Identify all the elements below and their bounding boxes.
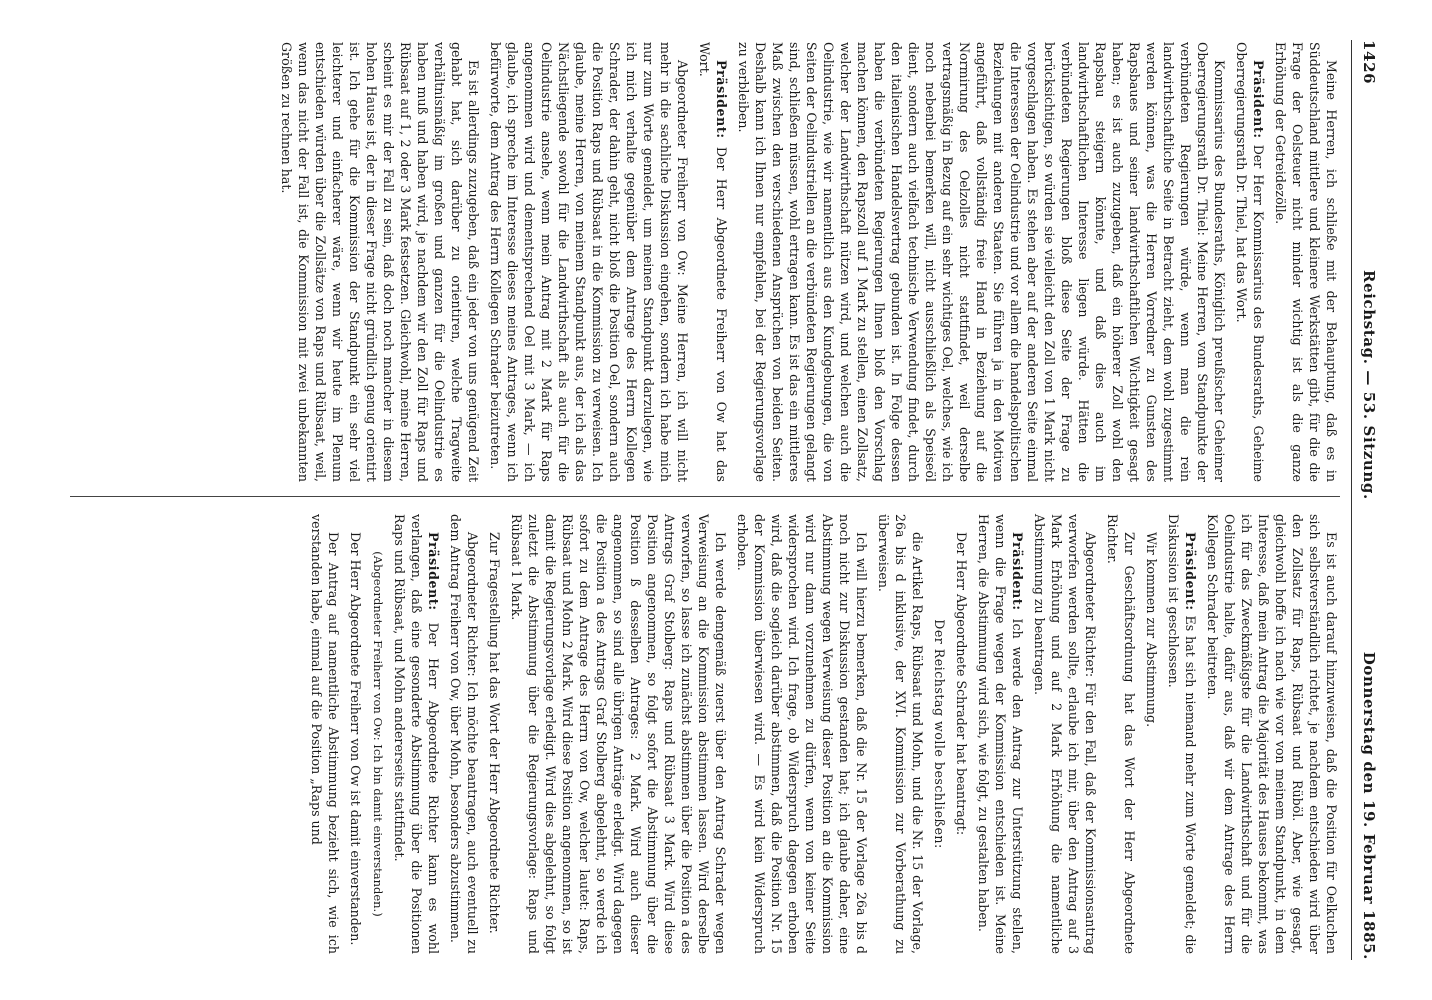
paragraph-text: Der Herr Abgeordnete Freiherr von Ow hat das Wort.: [697, 42, 729, 482]
paragraph: [391, 514, 442, 954]
speaker-label: Präsident:: [1183, 532, 1198, 611]
header-rule: [1351, 40, 1352, 960]
paragraph-text: Der Herr Abgeordnete Richter kann es wohl verlangen, daß eine gesonderte Abstimmung über die Positionen Raps und Rübsaat, und Mohn andererseits stattfindet.: [392, 514, 441, 954]
paragraph: Kommissarius des Bundesraths, Königlich preußischer Geheimer Oberregierungsrath Dr. Thiel: Meine Herren, vom Standpunkte der verbündeten Regierungen würde, wenn man die rein landwirthschaftliche Seite in Betracht zieht, dem wohl zugestimmt werden können, was die Herren Vorredner zu Gunsten des Rapsbaues und seiner landwirthschaftlichen Wichtigkeit gesagt haben; es ist auch zuzugeben, daß ein höherer Zoll wohl den Rapsbau steigern könnte, und daß dies auch im landwirthschaftlichen Interesse liegen würde. Hätten die verbündeten Regierungen bloß diese Seite der Frage zu berücksichtigen, so würden sie vielleicht den Zoll von 1 Mark nicht vorgeschlagen haben. Es stehen aber auf der anderen Seite einmal die Interessen der Oelindustrie und vor allem die handelspolitischen Beziehungen mit anderen Staaten. Sie führen ja in den Motiven angeführt, daß vollständig freie Hand in Beziehung auf die Normirung des Oelzolles nicht stattfindet, weil derselbe vertragsmäßig in Bezug auf ein sehr wichtiges Oel, welches, wie ich noch nebenbei bemerken will, nicht ausschließlich als Speiseöl dient, sondern auch vielfach technische Verwendung findet, durch den italienischen Handelsvertrag gebunden ist. In Folge dessen haben die verbündeten Regierungen Ihnen bloß den Vorschlag machen können, den Rapszoll auf 1 Mark zu stellen, einen Zollsatz, welcher der Landwirthschaft nützen wird, und welchen auch die Oelindustrie, wie wir namentlich aus den Kundgebungen, die von Seiten der Oelindustriellen an die verbündeten Regierungen gelangt sind, schließen müssen, wohl ertragen kann. Es ist das ein mittleres Maß zwischen den verschiedenen Ansprüchen von beiden Seiten. Deshalb kann ich Ihnen nur empfehlen, bei der Regierungsvorlage zu verbleiben.: [736, 42, 1227, 482]
page-header: [1354, 40, 1380, 960]
speaker-label: Präsident:: [426, 532, 441, 611]
right-column: [70, 514, 1340, 954]
left-column: [70, 42, 1340, 482]
paragraph: [696, 42, 730, 482]
paragraph: Ich werde demgemäß zuerst über den Antrag Schrader wegen Verweisung an die Kommission abstimmen lassen. Wird derselbe verworfen, so lasse ich zunächst abstimmen über die Position a des Antrags Graf Stolberg: Raps und Rübsaat 3 Mark. Wird diese Position angenommen, so folgt sofort die Abstimmung über die Position ß desselben Antrages: 2 Mark. Wird auch dieser angenommen, so sind alle übrigen Anträge erledigt. Wird dagegen die Position a des Antrags Graf Stolberg abgelehnt, so werde ich sofort zu dem Antrage des Herrn von Ow, welcher lautet: Raps, Rübsaat und Mohn 2 Mark. Wird diese Position angenommen, so ist damit die Regierungsvorlage erledigt. Wird dies abgelehnt, so folgt zuletzt die Abstimmung über die Regierungsvorlage: Raps und Rübsaat 1 Mark.: [509, 514, 728, 954]
paragraph: Meine Herren, ich schließe mit der Behauptung, daß es in Süddeutschland mittlere und kleinere Werkstätten gibt, für die die Frage der Oelsteuer nicht minder wichtig ist als die ganze Erhöhung der Getreidezölle.: [1273, 42, 1339, 482]
paragraph: Der Antrag auf namentliche Abstimmung bezieht sich, wie ich verstanden habe, einmal auf die Position „Raps und: [309, 514, 341, 954]
paragraph: Abgeordneter Freiherr von Ow: Meine Herren, ich will nicht mehr in die sachliche Diskussion eingehen, sondern ich habe mich nur zum Worte gemeldet, um meinen Standpunkt darzulegen, wie ich mich verhalte gegenüber dem Antrage des Herrn Kollegen Schrader, der dahin geht, nicht bloß die Position Oel, sondern auch die Position Raps und Rübsaat in die Kommission zu verweisen. Ich glaube, meine Herren, von meinem Standpunkt aus, der ich als das Nächstliegende sowohl für die Landwirthschaft als auch für die Oelindustrie ansehe, wenn mein Antrag mit 2 Mark für Raps angenommen wird und dementsprechend Oel mit 3 Mark, — ich glaube, ich spreche im Interesse dieses meines Antrages, wenn ich befürworte, dem Antrag des Herrn Kollegen Schrader beizutreten.: [488, 42, 690, 482]
page-number: 1426: [1360, 40, 1378, 85]
paragraph: Wir kommen zur Abstimmung.: [1144, 532, 1159, 728]
session-date: Donnerstag den 19. Februar 1885.: [1360, 651, 1378, 960]
paragraph: [1233, 42, 1267, 482]
interjection: (Abgeordneter Freiherr von Ow: Ich bin damit einverstanden.): [371, 551, 385, 917]
paragraph-text: Der Herr Kommissarius des Bundesraths, Geheime Oberregierungsrath Dr. Thiel, hat das Wort.: [1234, 42, 1266, 482]
paragraph: [975, 514, 1026, 954]
speaker-label: Präsident:: [1251, 60, 1266, 139]
paragraph: Abgeordneter Richter: Für den Fall, daß der Kommissionsantrag verworfen werden sollte, erlaube ich mir, über den Antrag auf 3 Mark Erhöhung und auf 2 Mark Erhöhung die namentliche Abstimmung zu beantragen.: [1032, 514, 1098, 954]
page-title: Reichstag. — 53. Sitzung.: [1360, 270, 1378, 500]
motion-text: die Artikel Raps, Rübsaat und Mohn, und die Nr. 15 der Vorlage, 26a bis d inklusive, der XVI. Kommission zur Vorberathung zu überweisen.: [876, 514, 925, 954]
paragraph: [1165, 514, 1199, 954]
paragraph: Zur Fragestellung hat das Wort der Herr Abgeordnete Richter.: [487, 532, 502, 934]
paragraph-text: Ich werde den Antrag zur Unterstützung stellen, wenn die Frage wegen der Kommission entschieden ist. Meine Herren, die Abstimmung wird sich, wie folgt, zu gestalten haben.: [976, 514, 1025, 954]
speaker-label: Präsident:: [714, 60, 729, 139]
motion-heading: Der Reichstag wolle beschließen:: [932, 619, 947, 849]
paragraph: Der Herr Abgeordnete Schrader hat beantragt:: [954, 532, 969, 836]
paragraph: Ich will hierzu bemerken, daß die Nr. 15 der Vorlage 26a bis d noch nicht zur Diskussion gestanden hat; ich glaube daher, eine Abstimmung wegen Verweisung dieser Position an die Kommission wird nur dann vorzunehmen zu dürfen, wenn von keiner Seite widersprochen wird. Ich frage, ob Widerspruch dagegen erhoben wird, daß die sogleich darüber abstimmen, daß die Position Nr. 15 der Kommission überwiesen wird. — Es wird kein Widerspruch erhoben.: [735, 514, 869, 954]
paragraph-text: Es hat sich niemand mehr zum Worte gemeldet; die Diskussion ist geschlossen.: [1166, 514, 1198, 954]
column-divider: [70, 496, 1340, 497]
paragraph: Es ist allerdings zuzugeben, daß ein jeder von uns genügend Zeit gehabt hat, sich darüber zu orientiren, welche Tragweite verhältnismäßig im großen und ganzen für die Oelindustrie es haben muß und haben wird, je nachdem wir den Zoll für Raps und Rübsaat auf 1, 2 oder 3 Mark festsetzen. Gleichwohl, meine Herren, scheint es mir der Fall zu sein, daß doch noch mancher in diesem hohen Hause ist, der in dieser Frage nicht gründlich genug orientirt ist. Ich gehe für die Kommission der Standpunkt ein sehr viel leichterer und einfacherer wäre, wenn wir heute im Plenum entschieden würden über die Zollsätze von Raps und Rübsaat, weil, wenn das nicht der Fall ist, die Kommission mit zwei unbekannten Größen zu rechnen hat.: [279, 42, 481, 482]
paragraph: Es ist auch darauf hinzuweisen, daß die Position für Oelkuchen sich selbstverständlich richtet, je nachdem entschieden wird über den Zollsatz für Raps, Rübsaat und Rüböl. Aber, wie gesagt, gleichwohl hoffe ich nach wie vor von meinem Standpunkt, in dem Interesse, daß mein Antrag die Majorität des Hauses bekommt, was ich für das Zweckmäßigste für die Landwirthschaft und für die Oelindustrie halte, dafür aus, daß wir dem Antrage des Herrn Kollegen Schrader beitreten.: [1205, 514, 1339, 954]
paragraph: Abgeordneter Richter: Ich möchte beantragen, auch eventuell zu dem Antrag Freiherr von Ow, über Mohn, besonders abzustimmen.: [448, 514, 480, 954]
paragraph: Der Herr Abgeordnete Freiherr von Ow ist damit einverstanden.: [348, 532, 363, 946]
paragraph: Zur Geschäftsordnung hat das Wort der Herr Abgeordnete Richter.: [1105, 514, 1137, 954]
speaker-label: Präsident:: [1010, 532, 1025, 611]
